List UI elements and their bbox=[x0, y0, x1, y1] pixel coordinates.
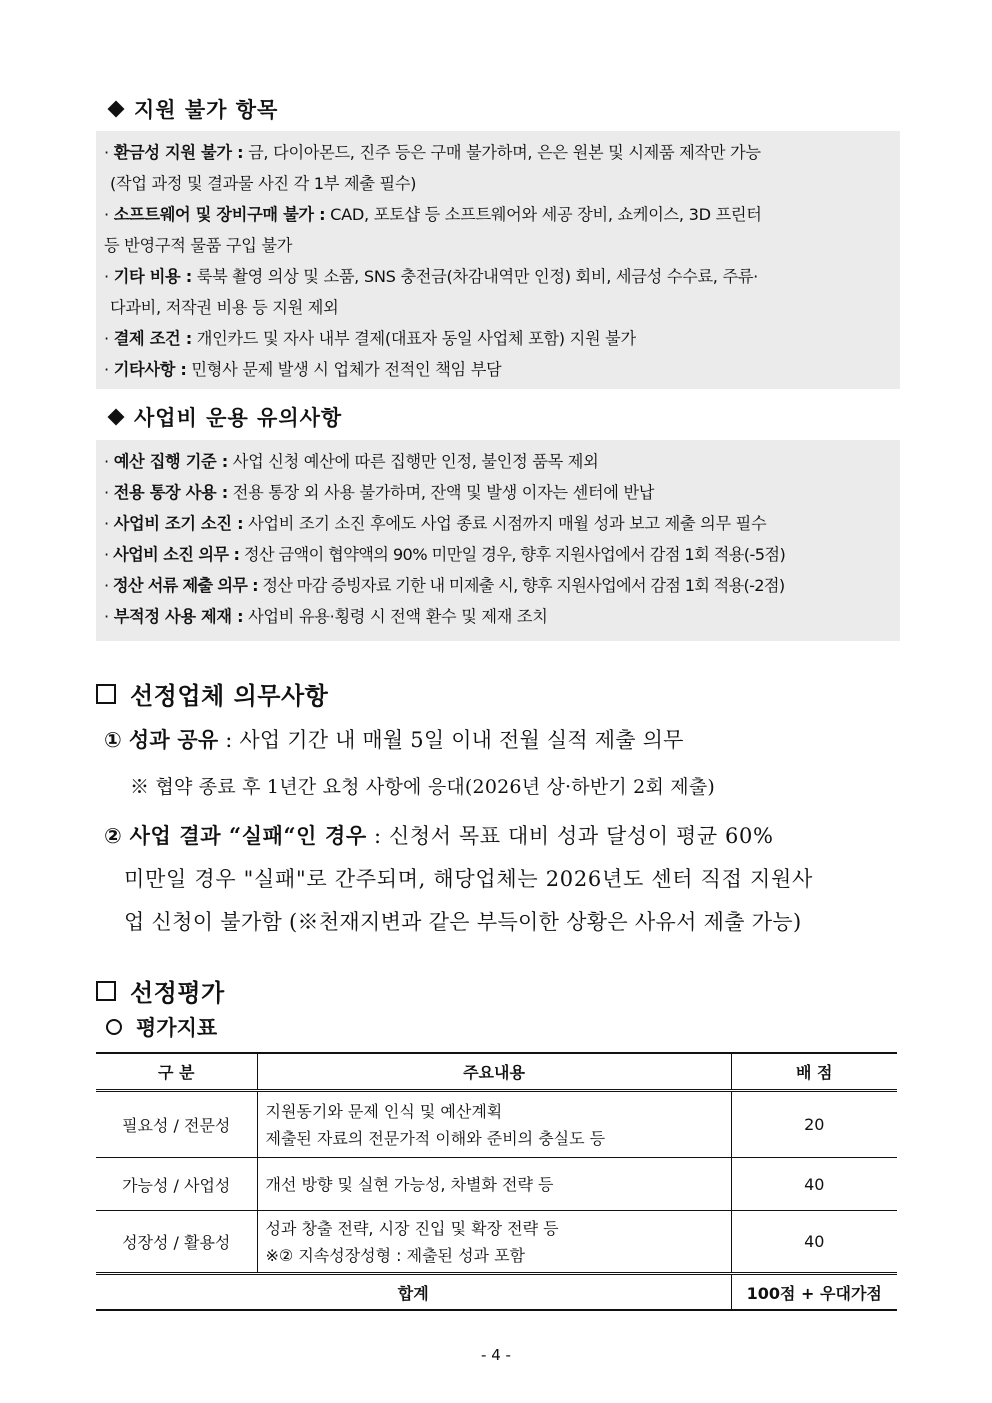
list-item: · 사업비 소진 의무 : 정산 금액이 협약액의 90% 미만일 경우, 향후 지원사업에서 감점 1회 적용(-5점) bbox=[104, 545, 786, 564]
table-row bbox=[96, 1211, 897, 1274]
table-header-row bbox=[96, 1053, 897, 1091]
score-cell: 40 bbox=[731, 1211, 897, 1274]
diamond-bullet-icon bbox=[108, 409, 125, 426]
list-item: · 환금성 지원 불가 : 금, 다이아몬드, 진주 등은 구매 불가하며, 은은 원본 및 시제품 제작만 가능 bbox=[104, 143, 761, 162]
circle-bullet-icon bbox=[106, 1019, 122, 1035]
list-item: · 사업비 조기 소진 : 사업비 조기 소진 후에도 사업 종료 시점까지 매월 성과 보고 제출 의무 필수 bbox=[104, 514, 767, 533]
checkbox-square-icon bbox=[96, 981, 116, 1001]
list-item-continuation: 다과비, 저작권 비용 등 지원 제외 bbox=[110, 298, 339, 317]
obligations-heading bbox=[96, 676, 328, 711]
content-cell: 지원동기와 문제 인식 및 예산계획 제출된 자료의 전문가적 이해와 준비의 충실도 등 bbox=[257, 1091, 731, 1158]
column-header: 구 분 bbox=[96, 1053, 257, 1091]
list-item: · 결제 조건 : 개인카드 및 자사 내부 결제(대표자 동일 사업체 포함) 지원 불가 bbox=[104, 329, 636, 348]
obligation-item-2-line2: 미만일 경우 "실패"로 간주되며, 해당업체는 2026년도 센터 직접 지원사 bbox=[124, 867, 813, 891]
total-label: 합계 bbox=[96, 1274, 731, 1311]
column-header: 주요내용 bbox=[257, 1053, 731, 1091]
heading-text: 선정업체 의무사항 bbox=[130, 682, 329, 710]
diamond-bullet-icon bbox=[108, 101, 125, 118]
list-item: · 기타 비용 : 룩북 촬영 의상 및 소품, SNS 충전금(차감내역만 인정) 회비, 세금성 수수료, 주류· bbox=[104, 267, 759, 286]
score-cell: 40 bbox=[731, 1158, 897, 1211]
list-item: · 소프트웨어 및 장비구매 불가 : CAD, 포토샵 등 소프트웨어와 세공 장비, 쇼케이스, 3D 프린터 bbox=[104, 205, 762, 224]
checkbox-square-icon bbox=[96, 684, 116, 704]
list-item: · 전용 통장 사용 : 전용 통장 외 사용 불가하며, 잔액 및 발생 이자는 센터에 반납 bbox=[104, 483, 655, 502]
evaluation-heading bbox=[96, 973, 225, 1008]
content-cell: 성과 창출 전략, 시장 진입 및 확장 전략 등 ※② 지속성장성형 : 제출된 성과 포함 bbox=[257, 1211, 731, 1274]
unsupported-items-box bbox=[96, 131, 900, 389]
list-item-continuation: (작업 과정 및 결과물 사진 각 1부 제출 필수) bbox=[110, 174, 417, 193]
list-item: · 기타사항 : 민형사 문제 발생 시 업체가 전적인 책임 부담 bbox=[104, 360, 502, 379]
obligation-note: ※ 협약 종료 후 1년간 요청 사항에 응대(2026년 상·하반기 2회 제출) bbox=[130, 776, 715, 798]
category-cell: 필요성 / 전문성 bbox=[96, 1091, 257, 1158]
table-row bbox=[96, 1158, 897, 1211]
category-cell: 가능성 / 사업성 bbox=[96, 1158, 257, 1211]
category-cell: 성장성 / 활용성 bbox=[96, 1211, 257, 1274]
list-item-continuation: 등 반영구적 물품 구입 불가 bbox=[104, 236, 293, 255]
section-title: 지원 불가 항목 bbox=[134, 97, 279, 122]
section-title: 사업비 운용 유의사항 bbox=[134, 405, 343, 430]
list-item: · 정산 서류 제출 의무 : 정산 마감 증빙자료 기한 내 미제출 시, 향후 지원사업에서 감점 1회 적용(-2점) bbox=[104, 576, 785, 595]
list-item: · 예산 집행 기준 : 사업 신청 예산에 따른 집행만 인정, 불인정 품목 제외 bbox=[104, 452, 599, 471]
list-item: · 부적정 사용 제재 : 사업비 유용·횡령 시 전액 환수 및 제재 조치 bbox=[104, 607, 548, 626]
evaluation-subheading: 평가지표 bbox=[106, 1012, 217, 1042]
column-header: 배 점 bbox=[731, 1053, 897, 1091]
table-row bbox=[96, 1091, 897, 1158]
obligation-item-2-line3: 업 신청이 불가함 (※천재지변과 같은 부득이한 상황은 사유서 제출 가능) bbox=[124, 910, 802, 934]
section-heading-unsupported bbox=[104, 94, 278, 124]
heading-text: 선정평가 bbox=[130, 979, 225, 1007]
total-score: 100점 + 우대가점 bbox=[731, 1274, 897, 1311]
evaluation-table bbox=[96, 1052, 897, 1311]
budget-notes-box bbox=[96, 440, 900, 641]
table-total-row bbox=[96, 1274, 897, 1311]
obligation-item-2: ② 사업 결과 “실패“인 경우 : 신청서 목표 대비 성과 달성이 평균 60% bbox=[104, 823, 774, 848]
section-heading-budget-notes bbox=[104, 402, 342, 432]
obligation-item-1: ① 성과 공유 : 사업 기간 내 매월 5일 이내 전월 실적 제출 의무 bbox=[104, 727, 684, 752]
page-number: - 4 - bbox=[481, 1346, 511, 1364]
score-cell: 20 bbox=[731, 1091, 897, 1158]
content-cell: 개선 방향 및 실현 가능성, 차별화 전략 등 bbox=[257, 1158, 731, 1211]
